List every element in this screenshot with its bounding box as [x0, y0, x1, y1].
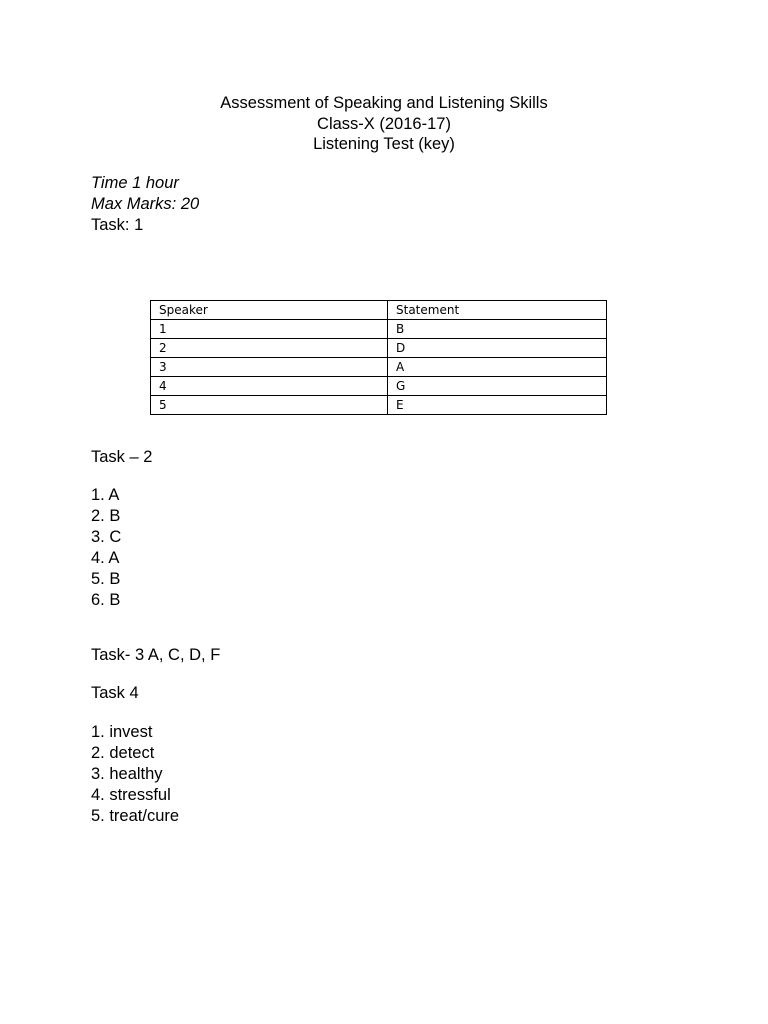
task3-heading: Task- 3 A, C, D, F: [91, 646, 221, 664]
table-row: [151, 396, 607, 415]
list-item: 5. treat/cure: [91, 807, 180, 825]
test-title: Listening Test (key): [313, 135, 455, 153]
table-cell-speaker: 2: [151, 339, 388, 358]
table-header-row: [151, 301, 607, 320]
document-title: Assessment of Speaking and Listening Skills: [220, 94, 548, 112]
table-row: [151, 358, 607, 377]
task4-answers: [91, 722, 179, 827]
table-cell-speaker: 1: [151, 320, 388, 339]
time-label: Time 1 hour: [91, 174, 179, 192]
list-item: 1. invest: [91, 723, 153, 741]
table-cell-speaker: 4: [151, 377, 388, 396]
class-label: Class-X (2016-17): [317, 114, 451, 133]
task2-answers: [91, 485, 121, 611]
table-header-cell: Statement: [388, 301, 607, 320]
test-meta: [91, 173, 199, 236]
task4-heading: Task 4: [91, 684, 139, 702]
table-row: [151, 320, 607, 339]
document-header: [0, 93, 768, 155]
table-row: [151, 339, 607, 358]
table-cell-statement: E: [388, 396, 607, 415]
table-cell-statement: D: [388, 339, 607, 358]
table-cell-speaker: 3: [151, 358, 388, 377]
table-cell-statement: B: [388, 320, 607, 339]
task1-answer-table: [150, 300, 607, 415]
table-row: [151, 377, 607, 396]
list-item: 4. stressful: [91, 786, 171, 804]
list-item: 2. detect: [91, 744, 155, 762]
table-cell-speaker: 5: [151, 396, 388, 415]
list-item: 6. B: [91, 591, 121, 609]
task1-heading: Task: 1: [91, 216, 144, 234]
table-cell-statement: A: [388, 358, 607, 377]
list-item: 5. B: [91, 570, 121, 588]
list-item: 4. A: [91, 549, 120, 567]
list-item: 3. C: [91, 528, 122, 546]
max-marks-label: Max Marks: 20: [91, 195, 200, 213]
table-cell-statement: G: [388, 377, 607, 396]
list-item: 1. A: [91, 486, 120, 504]
task2-heading: Task – 2: [91, 448, 153, 466]
list-item: 3. healthy: [91, 765, 163, 783]
list-item: 2. B: [91, 507, 121, 525]
table-header-cell: Speaker: [151, 301, 388, 320]
